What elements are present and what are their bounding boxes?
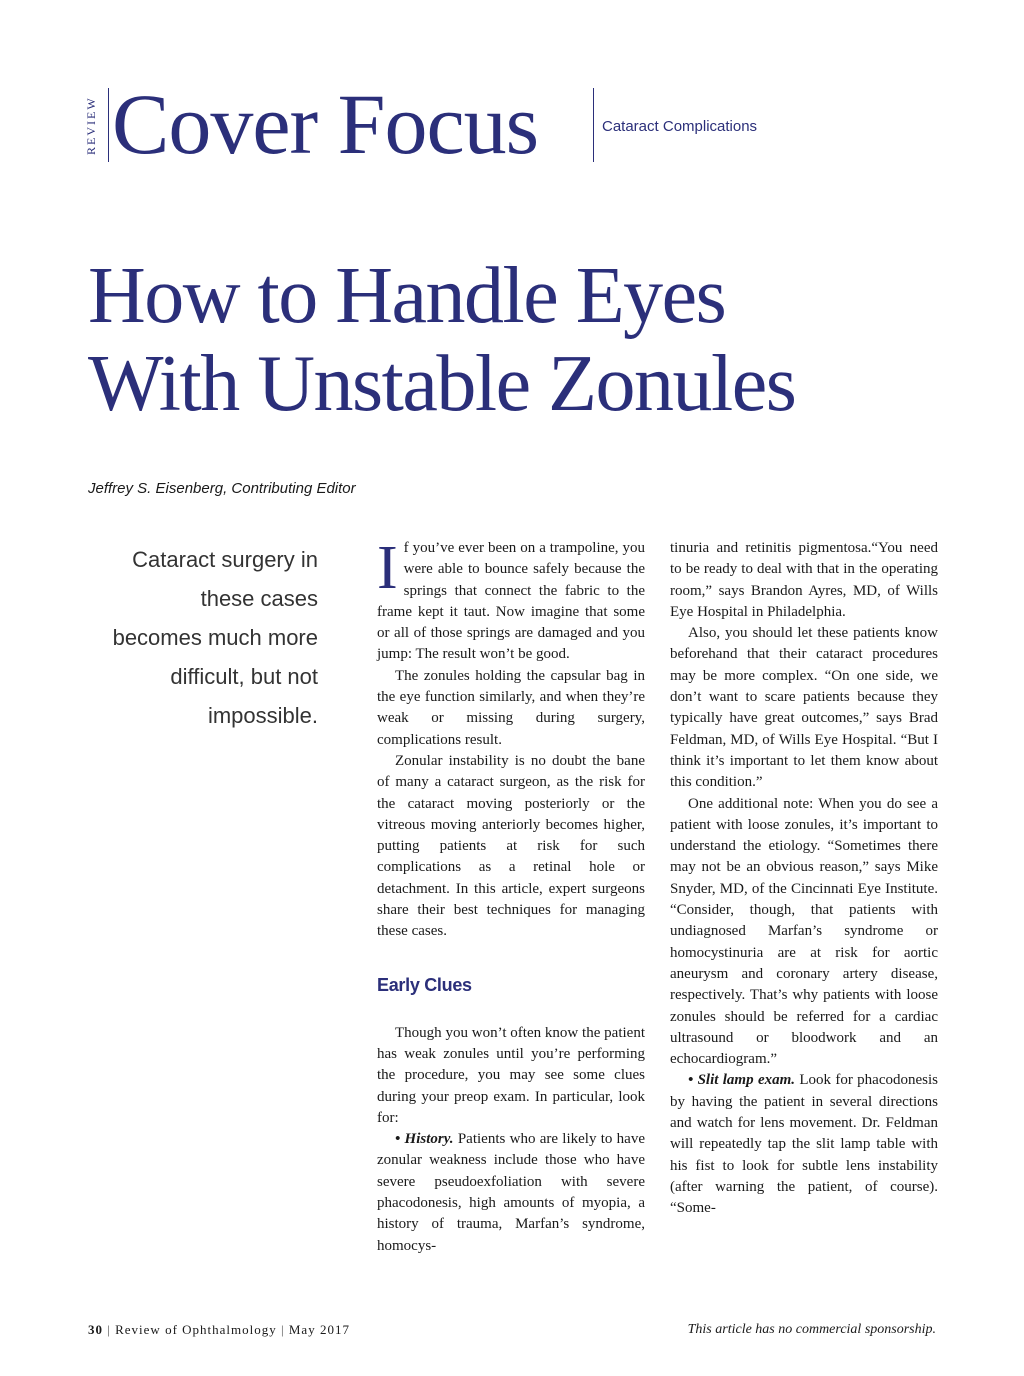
issue-date: May 2017 xyxy=(288,1322,350,1337)
pull-quote: Cataract surgery in these cases becomes much more difficult, but not impossible. xyxy=(112,547,318,728)
headline-line-2: With Unstable Zonules xyxy=(88,340,796,428)
drop-cap: I xyxy=(377,534,398,602)
page-footer xyxy=(88,1322,350,1338)
paragraph xyxy=(377,534,645,666)
bullet-term: • History. xyxy=(395,1131,454,1148)
paragraph: The zonules holding the capsular bag in the eye function similarly, and when they’re weak or missing during surgery, complications result. xyxy=(377,667,645,748)
section-title: Cover Focus xyxy=(112,76,539,172)
bullet-text: Patients who are likely to have zonular weakness include those who have severe pseudoexfoliation with severe phacodonesis, high amounts of myopia, a history of trauma, Marfan’s syndrome, homocys- xyxy=(377,1131,645,1254)
header-divider-right xyxy=(593,88,594,162)
subheading-early-clues: Early Clues xyxy=(377,974,472,995)
paragraph: One additional note: When you do see a patient with loose zonules, it’s important to understand the etiology. “Sometimes there may not be an obvious reason,” says Mike Snyder, MD, of the Cincinnati Eye Institute. “Consider, though, that patients with undiagnosed Marfan’s syndrome or homocystinuria are at risk for aortic aneurysm and coronary artery disease, respectively. That’s why patients with loose zonules should be referred for a cardiac ultrasound or bloodwork and an echocardiogram.” xyxy=(670,795,938,1068)
byline: Jeffrey S. Eisenberg, Contributing Editor xyxy=(88,480,356,497)
paragraph: Also, you should let these patients know beforehand that their cataract procedures may be more complex. “On one side, we don’t want to scare patients because they typically have great outcomes,” says Brad Feldman, MD, of Wills Eye Hospital. “But I think it’s important to let them know about this condition.” xyxy=(670,625,938,791)
paragraph: Zonular instability is no doubt the bane of many a cataract surgeon, as the risk for the cataract moving posteriorly or the vitreous moving anteriorly becomes higher, putting patients at risk for such complications as a retinal hole or detachment. In this article, expert surgeons share their best techniques for managing these cases. xyxy=(377,752,645,940)
paragraph: tinuria and retinitis pigmentosa.“You need to be ready to deal with that in the operating room,” says Brandon Ayres, MD, of Wills Eye Hospital in Philadelphia. xyxy=(670,540,938,620)
bullet-text: Look for phacodonesis by having the patient in several directions and watch for lens movement. Dr. Feldman will repeatedly tap the slit lamp table with his fist to look for subtle lens instability (after warning the patient, of course). “Some- xyxy=(670,1072,938,1217)
bullet-paragraph xyxy=(377,1129,645,1257)
section-header xyxy=(80,76,960,172)
headline-line-1: How to Handle Eyes xyxy=(88,252,726,340)
header-divider-left xyxy=(108,88,109,162)
article-headline xyxy=(88,252,968,428)
paragraph: Though you won’t often know the patient has weak zonules until you’re performing the procedure, you may see some clues during your preop exam. In particular, look for: xyxy=(377,1024,645,1126)
article-column-2 xyxy=(670,538,938,1220)
paragraph-text: f you’ve ever been on a trampoline, you were able to bounce safely because the springs that connect the fabric to the frame kept it taut. Now imagine that some or all of those springs are damaged and you jump: The result won’t be good. xyxy=(377,540,645,663)
article-column-1 xyxy=(377,534,645,1257)
bullet-term: • Slit lamp exam. xyxy=(688,1072,796,1089)
bullet-paragraph xyxy=(670,1070,938,1219)
footer-separator: | xyxy=(107,1322,111,1337)
footer-separator: | xyxy=(281,1322,285,1337)
sponsorship-disclaimer: This article has no commercial sponsorship. xyxy=(687,1322,936,1337)
publication-name: Review of Ophthalmology xyxy=(115,1322,277,1337)
review-tag: REVIEW xyxy=(84,96,98,156)
section-subtitle: Cataract Complications xyxy=(602,118,758,135)
page-number: 30 xyxy=(88,1322,103,1337)
